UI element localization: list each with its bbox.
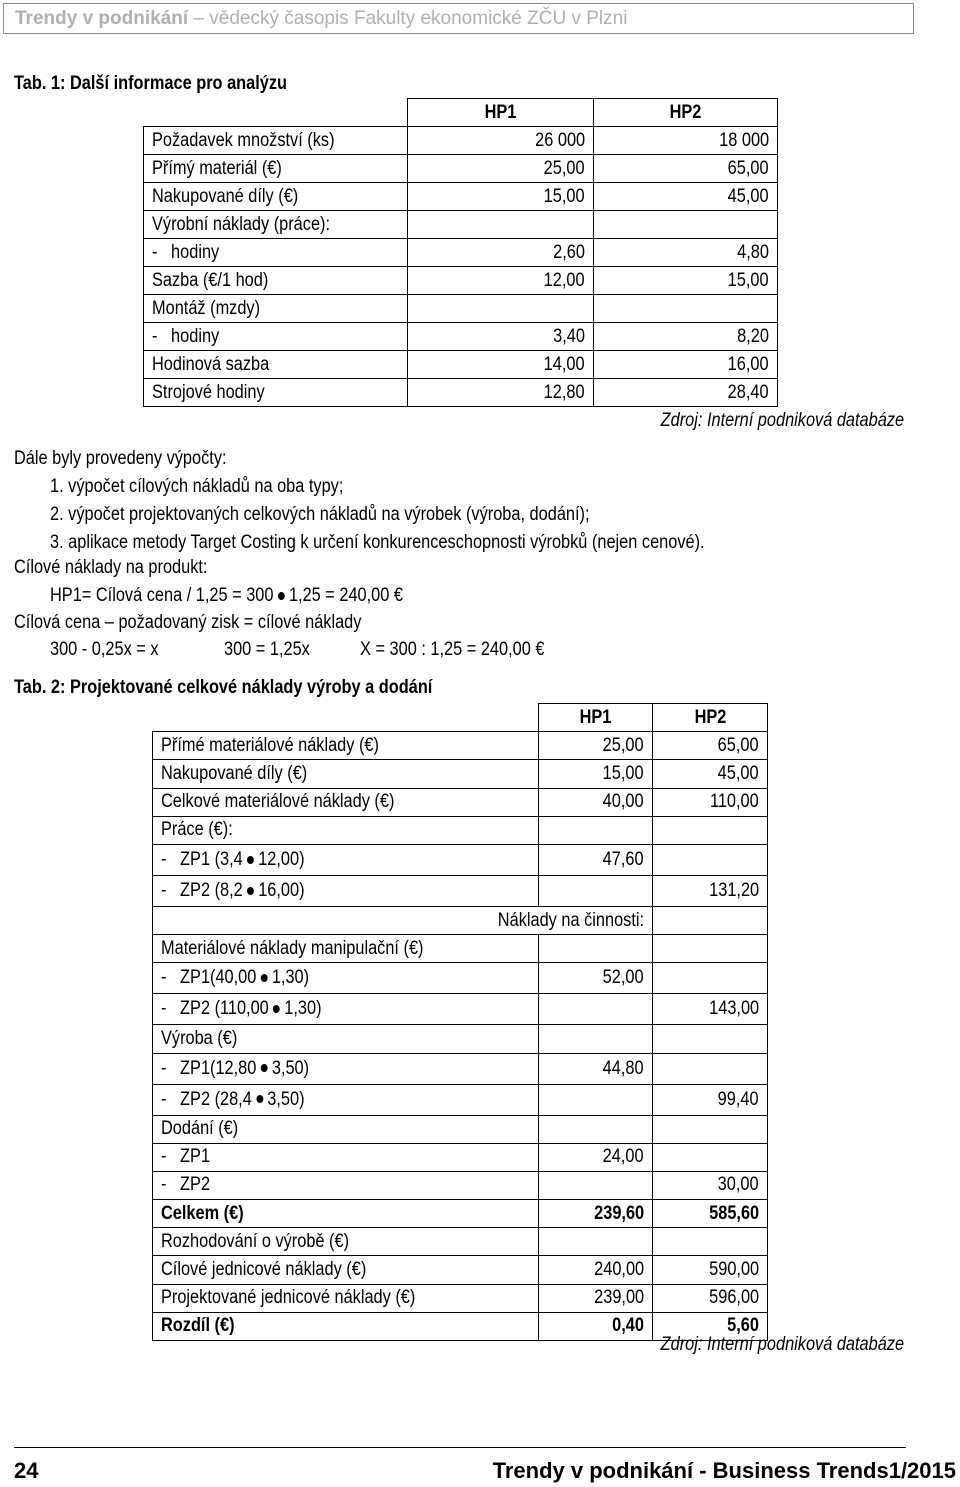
row-label: - ZP1 [153, 1143, 539, 1171]
hp1-value: 40,00 [539, 788, 653, 816]
row-label: - ZP2 (8,2 16,00) [153, 875, 539, 906]
row-label: - ZP2 (110,00 1,30) [153, 994, 539, 1025]
row-label: Celkové materiálové náklady (€) [153, 788, 539, 816]
hp1-value: 240,00 [539, 1256, 653, 1284]
table-row [153, 963, 768, 994]
hp2-value: 8,20 [594, 323, 778, 351]
hp2-value: 16,00 [594, 351, 778, 379]
table-row [153, 1053, 768, 1084]
table-row [144, 239, 778, 267]
row-label: Celkem (€) [153, 1200, 539, 1228]
formula-hp1-a: HP1= Cílová cena / 1,25 = 300 [50, 585, 274, 606]
footer-divider [14, 1447, 906, 1448]
hp2-value [653, 1025, 768, 1053]
table-row [153, 1025, 768, 1053]
hp1-value: 47,60 [539, 844, 653, 875]
table-row [144, 379, 778, 407]
formula-equation-a: 300 - 0,25x = x [50, 639, 159, 660]
running-header [3, 3, 914, 34]
table-row [153, 1284, 768, 1312]
hp2-value: 65,00 [653, 732, 768, 760]
multiplication-dot-icon [261, 974, 268, 982]
multiplication-dot-icon [247, 856, 254, 864]
table-row [144, 211, 778, 239]
table1-col-hp2: HP2 [594, 99, 778, 127]
table2-caption: Tab. 2: Projektované celkové náklady výroby a dodání [14, 677, 433, 698]
table-row-total [153, 1200, 768, 1228]
table1-col-hp1: HP1 [408, 99, 594, 127]
table-row [153, 1228, 768, 1256]
hp2-value: 65,00 [594, 155, 778, 183]
table1-caption: Tab. 1: Další informace pro analýzu [14, 73, 288, 94]
row-label: Dodání (€) [153, 1115, 539, 1143]
footer-journal: Trendy v podnikání - Business Trends1/2015 [492, 1458, 956, 1483]
table-row [153, 1115, 768, 1143]
table-row [144, 155, 778, 183]
table-row [153, 994, 768, 1025]
table-row [153, 732, 768, 760]
list-item: 2. výpočet projektovaných celkových nákladů na výrobek (výroba, dodání); [50, 504, 590, 525]
hp2-value [594, 211, 778, 239]
table-row [153, 760, 768, 788]
table-row [153, 1143, 768, 1171]
hp1-value [408, 295, 594, 323]
table2-source: Zdroj: Interní podniková databáze [660, 1334, 904, 1355]
hp1-value [539, 1228, 653, 1256]
intro-text: Dále byly provedeny výpočty: [14, 448, 227, 469]
row-label: - ZP1(12,80 3,50) [153, 1053, 539, 1084]
hp2-value: 28,40 [594, 379, 778, 407]
hp1-value: 239,00 [539, 1284, 653, 1312]
row-label: Rozdíl (€) [153, 1312, 539, 1340]
table1-corner [144, 99, 408, 127]
hp1-value: 14,00 [408, 351, 594, 379]
list-item: 1. výpočet cílových nákladů na oba typy; [50, 476, 344, 497]
hp2-value [653, 1053, 768, 1084]
formula-hp1-b: 1,25 = 240,00 € [288, 585, 403, 606]
table1-header-row [144, 99, 778, 127]
table-row [153, 906, 768, 934]
hp1-value [539, 1025, 653, 1053]
row-label: - ZP2 (28,4 3,50) [153, 1084, 539, 1115]
table2-header-row [153, 704, 768, 732]
table-row [144, 183, 778, 211]
formula-equation-c: X = 300 : 1,25 = 240,00 € [360, 639, 545, 660]
hp2-value [653, 1115, 768, 1143]
table1 [143, 98, 778, 407]
table-row [153, 935, 768, 963]
page-number: 24 [14, 1458, 39, 1483]
hp2-value: 143,00 [653, 994, 768, 1025]
table-row [144, 323, 778, 351]
table-row [144, 127, 778, 155]
hp1-value: 25,00 [539, 732, 653, 760]
hp1-value [539, 875, 653, 906]
hp1-value [539, 935, 653, 963]
row-label: Požadavek množství (ks) [144, 127, 408, 155]
section-label: Náklady na činnosti: [153, 906, 653, 934]
hp1-value [539, 1171, 653, 1199]
hp2-value: 596,00 [653, 1284, 768, 1312]
journal-name: Trendy v podnikání [15, 8, 189, 29]
table-row [153, 788, 768, 816]
hp1-value: 12,00 [408, 267, 594, 295]
hp2-value: 585,60 [653, 1200, 768, 1228]
multiplication-dot-icon [256, 1095, 263, 1103]
hp2-value [653, 844, 768, 875]
row-label: Sazba (€/1 hod) [144, 267, 408, 295]
hp1-value: 12,80 [408, 379, 594, 407]
hp1-value: 24,00 [539, 1143, 653, 1171]
row-label: Výrobní náklady (práce): [144, 211, 408, 239]
table-row [153, 1171, 768, 1199]
hp2-value: 5,60 [653, 1312, 768, 1340]
row-label: Rozhodování o výrobě (€) [153, 1228, 539, 1256]
hp2-value: 99,40 [653, 1084, 768, 1115]
row-label: - ZP1 (3,4 12,00) [153, 844, 539, 875]
hp1-value: 0,40 [539, 1312, 653, 1340]
multiplication-dot-icon [278, 592, 285, 600]
row-label: Montáž (mzdy) [144, 295, 408, 323]
hp2-value [653, 816, 768, 844]
hp1-value [539, 1084, 653, 1115]
table-row [153, 816, 768, 844]
hp1-value: 2,60 [408, 239, 594, 267]
hp2-value: 4,80 [594, 239, 778, 267]
table-row [153, 1256, 768, 1284]
multiplication-dot-icon [273, 1005, 280, 1013]
hp1-value: 26 000 [408, 127, 594, 155]
hp2-value [653, 1228, 768, 1256]
row-label: Nakupované díly (€) [144, 183, 408, 211]
row-label: - hodiny [144, 323, 408, 351]
hp1-value: 44,80 [539, 1053, 653, 1084]
hp2-value: 18 000 [594, 127, 778, 155]
table-row [144, 351, 778, 379]
hp1-value: 25,00 [408, 155, 594, 183]
table-row [153, 844, 768, 875]
row-label: Přímý materiál (€) [144, 155, 408, 183]
row-label: Nakupované díly (€) [153, 760, 539, 788]
hp1-value: 239,60 [539, 1200, 653, 1228]
hp2-value: 15,00 [594, 267, 778, 295]
hp2-value: 590,00 [653, 1256, 768, 1284]
hp2-value [653, 935, 768, 963]
hp2-value [594, 295, 778, 323]
table-row [144, 295, 778, 323]
table1-source: Zdroj: Interní podniková databáze [660, 410, 904, 431]
table-row [153, 1084, 768, 1115]
table2-col-hp2: HP2 [653, 704, 768, 732]
hp2-value: 30,00 [653, 1171, 768, 1199]
hp1-value [408, 211, 594, 239]
hp2-value: 110,00 [653, 788, 768, 816]
table2-corner [153, 704, 539, 732]
row-label: - ZP1(40,00 1,30) [153, 963, 539, 994]
target-heading: Cílové náklady na produkt: [14, 557, 208, 578]
formula-target-cost: Cílová cena – požadovaný zisk = cílové náklady [14, 612, 362, 633]
hp2-value [653, 1143, 768, 1171]
row-label: Hodinová sazba [144, 351, 408, 379]
formula-equation-b: 300 = 1,25x [224, 639, 310, 660]
hp2-value: 45,00 [653, 760, 768, 788]
hp2-value: 131,20 [653, 875, 768, 906]
row-label: Přímé materiálové náklady (€) [153, 732, 539, 760]
multiplication-dot-icon [261, 1064, 268, 1072]
journal-subtitle: – vědecký časopis Fakulty ekonomické ZČU v Plzni [188, 8, 628, 29]
hp1-value: 15,00 [408, 183, 594, 211]
row-label: - hodiny [144, 239, 408, 267]
row-label: Materiálové náklady manipulační (€) [153, 935, 539, 963]
row-label: Projektované jednicové náklady (€) [153, 1284, 539, 1312]
hp1-value: 15,00 [539, 760, 653, 788]
table-row [153, 875, 768, 906]
multiplication-dot-icon [247, 887, 254, 895]
table2 [152, 703, 768, 1341]
row-label: - ZP2 [153, 1171, 539, 1199]
table-row [144, 267, 778, 295]
row-label: Práce (€): [153, 816, 539, 844]
hp1-value: 3,40 [408, 323, 594, 351]
hp1-value: 52,00 [539, 963, 653, 994]
hp2-value [653, 963, 768, 994]
hp1-value [539, 994, 653, 1025]
hp2-value: 45,00 [594, 183, 778, 211]
row-label: Cílové jednicové náklady (€) [153, 1256, 539, 1284]
row-label: Výroba (€) [153, 1025, 539, 1053]
hp2-value [653, 906, 768, 934]
list-item: 3. aplikace metody Target Costing k určení konkurenceschopnosti výrobků (nejen cenové). [50, 532, 705, 553]
table2-col-hp1: HP1 [539, 704, 653, 732]
hp1-value [539, 1115, 653, 1143]
row-label: Strojové hodiny [144, 379, 408, 407]
hp1-value [539, 816, 653, 844]
formula-hp1 [50, 585, 403, 607]
